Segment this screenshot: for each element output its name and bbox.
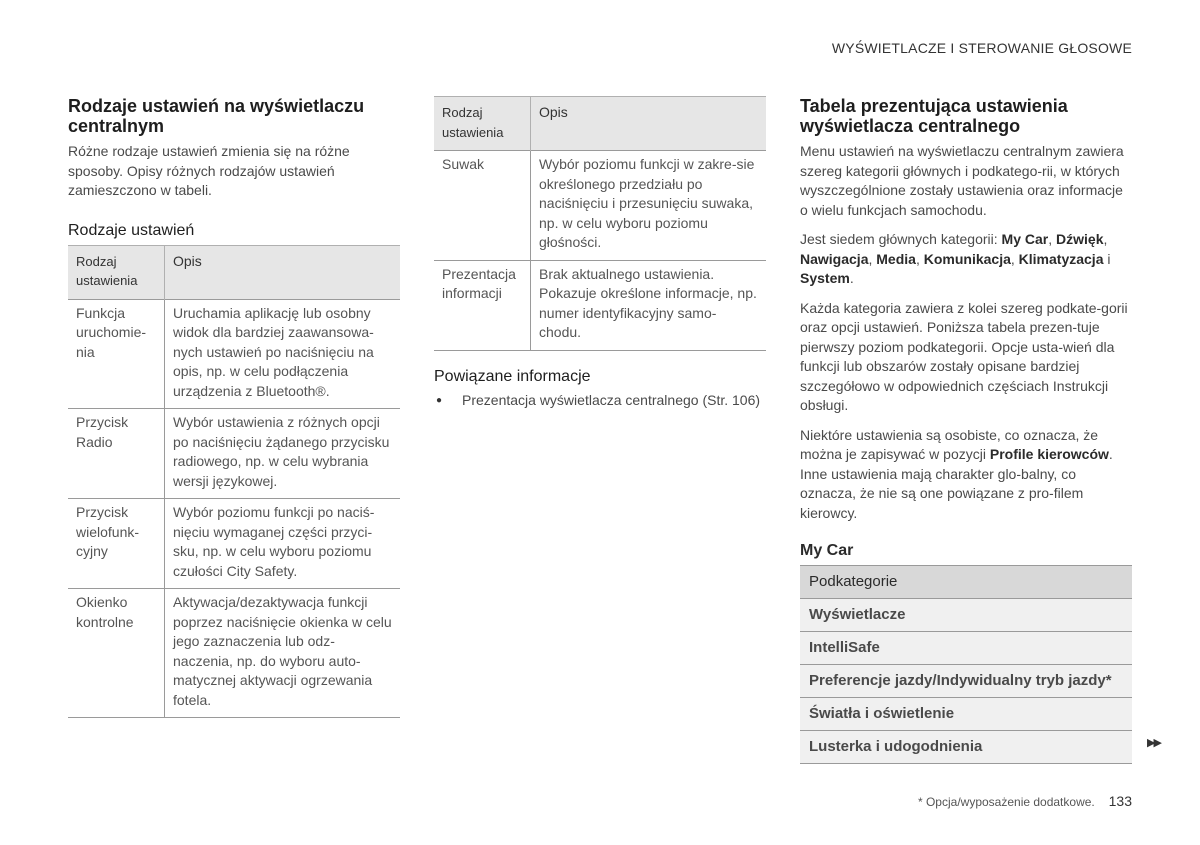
mycar-item: Lusterka i udogodnienia bbox=[800, 731, 1132, 764]
section-title: Tabela prezentująca ustawienia wyświetlacza centralnego bbox=[800, 96, 1068, 136]
footnote: * Opcja/wyposażenie dodatkowe. bbox=[917, 795, 1095, 809]
profiles-term: Profile kierowców bbox=[989, 446, 1109, 462]
table-title: Rodzaje ustawień bbox=[68, 221, 195, 239]
setting-desc: Wybór poziomu funkcji po naciś-nięciu wymaganej części przyci-sku, np. w celu wyboru poziomu czułości City Safety. bbox=[165, 499, 401, 589]
col-header-desc: Opis bbox=[531, 97, 767, 151]
table-row bbox=[68, 299, 400, 409]
column-settings-types-continued bbox=[434, 96, 766, 410]
category-system: System bbox=[800, 270, 850, 286]
setting-type: Przycisk wielofunk-cyjny bbox=[68, 499, 165, 589]
category-media: Media bbox=[876, 250, 916, 267]
col-header-type: Rodzaj ustawienia bbox=[434, 97, 531, 151]
table-row bbox=[68, 589, 400, 718]
section-title: Rodzaje ustawień na wyświetlaczu centralnym bbox=[68, 96, 365, 136]
col-header-desc: Opis bbox=[165, 245, 401, 299]
mycar-item: Wyświetlacze bbox=[800, 599, 1132, 632]
table-row bbox=[434, 151, 766, 261]
col-header-type: Rodzaj ustawienia bbox=[68, 245, 165, 299]
setting-desc: Brak aktualnego ustawienia. Pokazuje określone informacje, np. numer identyfikacyjny samo-chodu. bbox=[531, 260, 767, 350]
table-row bbox=[68, 409, 400, 499]
category-my-car: My Car bbox=[1001, 231, 1049, 247]
settings-types-table bbox=[68, 245, 400, 719]
mycar-item: IntelliSafe bbox=[800, 632, 1132, 665]
setting-type: Przycisk Radio bbox=[68, 409, 165, 499]
setting-desc: Wybór poziomu funkcji w zakre-sie określonego przedziału po naciśnięciu i przesunięciu suwaka, np. w celu wyboru poziomu głośności. bbox=[531, 151, 767, 261]
table-row bbox=[68, 499, 400, 589]
setting-type: Suwak bbox=[434, 151, 531, 261]
paragraph-categories: Jest siedem głównych kategorii: My Car, Dźwięk, Nawigacja, Media, Komunikacja, Klimatyzacja i System. bbox=[800, 231, 1111, 286]
paragraph-menu: Menu ustawień na wyświetlaczu centralnym zawiera szereg kategorii głównych i podkatego-rii, w których wyszczególnione zostały ustawienia oraz informacje o wielu funkcjach samochodu. bbox=[800, 143, 1124, 218]
setting-type: Okienko kontrolne bbox=[68, 589, 165, 718]
column-settings-table bbox=[800, 96, 1132, 764]
paragraph-subcategories: Każda kategoria zawiera z kolei szereg podkate-gorii oraz opcji ustawień. Poniższa tabela prezen-tuje pierwszy poziom podkategorii. Opcje usta-wień dla funkcji lub obszarów zostały opisane bardziej szczegółowo w odpowiednich częściach Instrukcji obsługi. bbox=[800, 299, 1128, 413]
category-communication: Komunikacja bbox=[923, 250, 1011, 267]
setting-desc: Wybór ustawienia z różnych opcji po naciśnięciu żądanego przycisku radiowego, np. w celu wybrania wersji językowej. bbox=[165, 409, 401, 499]
mycar-title: My Car bbox=[800, 542, 854, 559]
related-link[interactable]: ● Prezentacja wyświetlacza centralnego (Str. 106) bbox=[434, 391, 766, 411]
setting-type: Funkcja uruchomie-nia bbox=[68, 299, 165, 409]
continue-arrows-icon: ▶▶ bbox=[1147, 737, 1160, 749]
category-sound: Dźwięk bbox=[1056, 231, 1104, 247]
mycar-item: Światła i oświetlenie bbox=[800, 698, 1132, 731]
setting-type: Prezentacja informacji bbox=[434, 260, 531, 350]
category-navigation: Nawigacja bbox=[800, 250, 869, 267]
mycar-subcategories-table bbox=[800, 565, 1132, 764]
related-title: Powiązane informacje bbox=[434, 367, 591, 385]
setting-desc: Aktywacja/dezaktywacja funkcji poprzez naciśnięcie okienka w celu jego zaznaczenia lub odz-naczenia, np. do wyboru auto-matycznej aktywacji ogrzewania fotela. bbox=[165, 589, 401, 718]
mycar-header: Podkategorie bbox=[800, 566, 1132, 599]
category-climate: Klimatyzacja bbox=[1018, 250, 1104, 267]
page-footer bbox=[918, 793, 1132, 809]
mycar-item: Preferencje jazdy/Indywidualny tryb jazdy* bbox=[800, 665, 1132, 698]
intro-text: Różne rodzaje ustawień zmienia się na różne sposoby. Opisy różnych rodzajów ustawień zamieszczono w tabeli. bbox=[68, 143, 350, 198]
settings-types-table-continued bbox=[434, 96, 766, 351]
related-list bbox=[434, 391, 766, 411]
setting-desc: Uruchamia aplikację lub osobny widok dla bardziej zaawansowa-nych ustawień po naciśnięciu na opis, np. w celu podłączenia urządzenia z Bluetooth®. bbox=[165, 299, 401, 409]
page-number: 133 bbox=[1108, 793, 1132, 809]
table-row bbox=[434, 260, 766, 350]
paragraph-profiles: Niektóre ustawienia są osobiste, co oznacza, że można je zapisywać w pozycji Profile kierowców. Inne ustawienia mają charakter glo-balny, co oznacza, że nie są one powiązane z pro-filem kierowcy. bbox=[800, 426, 1113, 521]
column-settings-types bbox=[68, 96, 400, 718]
running-header: WYŚWIETLACZE I STEROWANIE GŁOSOWE bbox=[831, 40, 1132, 56]
related-info bbox=[434, 367, 766, 411]
